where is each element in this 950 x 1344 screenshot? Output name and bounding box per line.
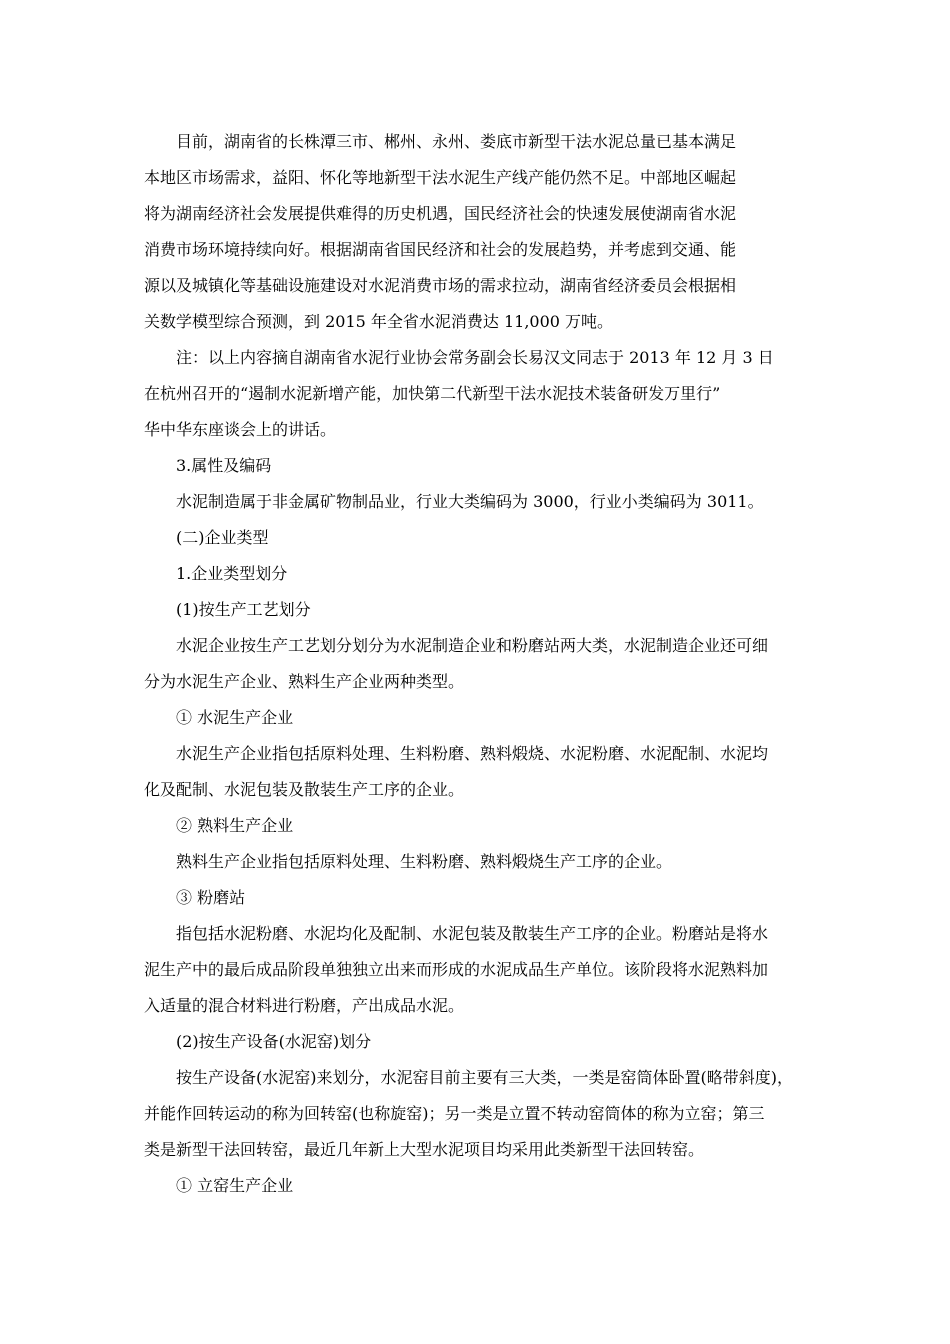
text-line: 指包括水泥粉磨、水泥均化及配制、水泥包装及散装生产工序的企业。粉磨站是将水 (176, 924, 769, 943)
text-line: 将为湖南经济社会发展提供难得的历史机遇，国民经济社会的快速发展使湖南省水泥 (144, 204, 737, 223)
paragraph-grinding-station (144, 916, 809, 1024)
heading-by-equipment: (2)按生产设备(水泥窑)划分 (176, 1032, 372, 1051)
paragraph-industry-codes: 水泥制造属于非金属矿物制品业，行业大类编码为 3000，行业小类编码为 3011。 (176, 492, 764, 511)
paragraph-source-note (144, 340, 809, 448)
text-line: 类是新型干法回转窑，最近几年新上大型水泥项目均采用此类新型干法回转窑。 (144, 1140, 705, 1159)
document-body (144, 124, 809, 1204)
text-line: 水泥生产企业指包括原料处理、生料粉磨、熟料煅烧、水泥粉磨、水泥配制、水泥均 (176, 744, 769, 763)
text-line: 华中华东座谈会上的讲话。 (144, 420, 337, 439)
heading-grinding-station: ③ 粉磨站 (176, 888, 246, 907)
heading-shaft-kiln-enterprise: ① 立窑生产企业 (176, 1176, 294, 1195)
text-line: 入适量的混合材料进行粉磨，产出成品水泥。 (144, 996, 465, 1015)
heading-cement-enterprise: ① 水泥生产企业 (176, 708, 294, 727)
text-line: 化及配制、水泥包装及散装生产工序的企业。 (144, 780, 465, 799)
text-line: 泥生产中的最后成品阶段单独独立出来而形成的水泥成品生产单位。该阶段将水泥熟料加 (144, 960, 769, 979)
paragraph-cement-enterprise (144, 736, 809, 808)
text-line: 注：以上内容摘自湖南省水泥行业协会常务副会长易汉文同志于 2013 年 12 月 3 日 (176, 348, 774, 367)
paragraph-process-division (144, 628, 809, 700)
heading-by-process: (1)按生产工艺划分 (176, 600, 311, 619)
text-line: 消费市场环境持续向好。根据湖南省国民经济和社会的发展趋势，并考虑到交通、能 (144, 240, 737, 259)
text-line: 并能作回转运动的称为回转窑(也称旋窑)；另一类是立置不转动窑筒体的称为立窑；第三 (144, 1104, 765, 1123)
text-line: 在杭州召开的“遏制水泥新增产能，加快第二代新型干法水泥技术装备研发万里行” (144, 384, 721, 403)
text-line: 按生产设备(水泥窑)来划分，水泥窑目前主要有三大类，一类是窑筒体卧置(略带斜度)， (176, 1068, 793, 1087)
text-line: 关数学模型综合预测，到 2015 年全省水泥消费达 11,000 万吨。 (144, 312, 614, 331)
text-line: 目前，湖南省的长株潭三市、郴州、永州、娄底市新型干法水泥总量已基本满足 (176, 132, 737, 151)
text-line: 分为水泥生产企业、熟料生产企业两种类型。 (144, 672, 465, 691)
heading-type-division: 1.企业类型划分 (176, 564, 288, 583)
heading-enterprise-types: (二)企业类型 (176, 528, 269, 547)
paragraph-clinker-enterprise: 熟料生产企业指包括原料处理、生料粉磨、熟料煅烧生产工序的企业。 (176, 852, 673, 871)
paragraph-kiln-types (144, 1060, 809, 1168)
paragraph-market-demand (144, 124, 809, 340)
text-line: 源以及城镇化等基础设施建设对水泥消费市场的需求拉动，湖南省经济委员会根据相 (144, 276, 737, 295)
text-line: 水泥企业按生产工艺划分划分为水泥制造企业和粉磨站两大类，水泥制造企业还可细 (176, 636, 769, 655)
heading-attributes-codes: 3.属性及编码 (176, 456, 272, 475)
text-line: 本地区市场需求，益阳、怀化等地新型干法水泥生产线产能仍然不足。中部地区崛起 (144, 168, 737, 187)
heading-clinker-enterprise: ② 熟料生产企业 (176, 816, 294, 835)
